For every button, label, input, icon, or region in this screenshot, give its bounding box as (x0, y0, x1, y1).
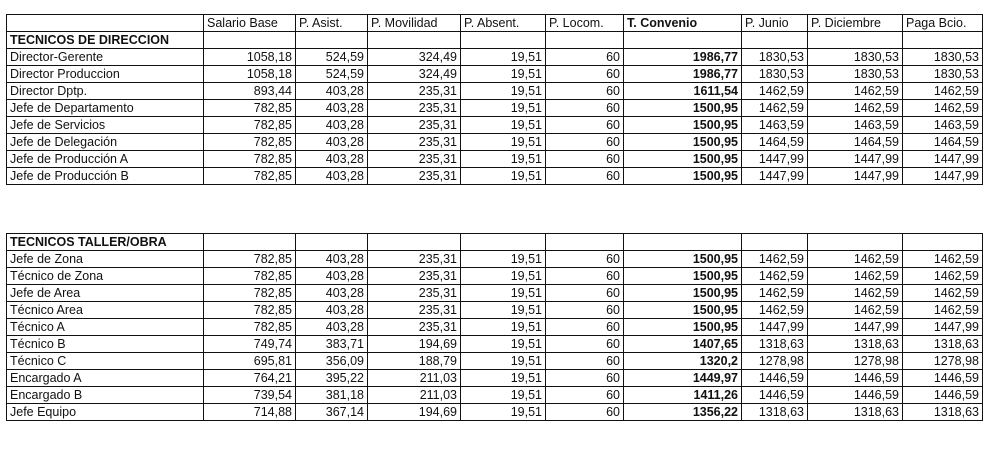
value-cell: 1278,98 (808, 353, 903, 370)
value-cell: 19,51 (461, 404, 546, 421)
value-cell: 1462,59 (742, 251, 808, 268)
empty-cell (461, 234, 546, 251)
column-header: P. Diciembre (808, 15, 903, 32)
value-cell: 60 (546, 387, 624, 404)
value-cell: 403,28 (296, 251, 368, 268)
category-label: Jefe de Zona (7, 251, 204, 268)
category-label: Técnico de Zona (7, 268, 204, 285)
value-cell: 60 (546, 100, 624, 117)
section-title: TECNICOS TALLER/OBRA (7, 234, 204, 251)
value-cell: 1830,53 (742, 66, 808, 83)
empty-cell (204, 234, 296, 251)
value-cell: 403,28 (296, 100, 368, 117)
value-cell: 235,31 (368, 268, 461, 285)
value-cell: 235,31 (368, 168, 461, 185)
value-cell: 1462,59 (742, 302, 808, 319)
table-row (7, 66, 983, 83)
value-cell: 1446,59 (808, 387, 903, 404)
table-row (7, 336, 983, 353)
value-cell: 19,51 (461, 319, 546, 336)
table-tecnicos-direccion (6, 14, 983, 185)
value-cell: 1318,63 (742, 404, 808, 421)
value-cell: 324,49 (368, 49, 461, 66)
value-cell: 19,51 (461, 49, 546, 66)
value-cell: 19,51 (461, 336, 546, 353)
category-label: Técnico C (7, 353, 204, 370)
empty-cell (204, 32, 296, 49)
category-label: Técnico A (7, 319, 204, 336)
column-header: P. Absent. (461, 15, 546, 32)
value-cell: 782,85 (204, 268, 296, 285)
category-label: Jefe de Departamento (7, 100, 204, 117)
value-cell: 1462,59 (808, 83, 903, 100)
table-row (7, 251, 983, 268)
value-cell: 1986,77 (624, 49, 742, 66)
value-cell: 60 (546, 83, 624, 100)
value-cell: 1500,95 (624, 117, 742, 134)
value-cell: 1447,99 (903, 319, 983, 336)
value-cell: 235,31 (368, 319, 461, 336)
table-row (7, 285, 983, 302)
value-cell: 1986,77 (624, 66, 742, 83)
value-cell: 1449,97 (624, 370, 742, 387)
empty-cell (368, 234, 461, 251)
value-cell: 19,51 (461, 268, 546, 285)
value-cell: 782,85 (204, 251, 296, 268)
value-cell: 1462,59 (808, 268, 903, 285)
category-label: Encargado A (7, 370, 204, 387)
value-cell: 1500,95 (624, 302, 742, 319)
value-cell: 60 (546, 117, 624, 134)
column-header: P. Movilidad (368, 15, 461, 32)
value-cell: 403,28 (296, 285, 368, 302)
value-cell: 403,28 (296, 319, 368, 336)
category-label: Técnico Area (7, 302, 204, 319)
empty-cell (368, 32, 461, 49)
value-cell: 1411,26 (624, 387, 742, 404)
value-cell: 403,28 (296, 302, 368, 319)
value-cell: 1462,59 (808, 251, 903, 268)
value-cell: 403,28 (296, 151, 368, 168)
value-cell: 1318,63 (903, 336, 983, 353)
value-cell: 235,31 (368, 117, 461, 134)
header-row (7, 15, 983, 32)
value-cell: 749,74 (204, 336, 296, 353)
value-cell: 782,85 (204, 168, 296, 185)
value-cell: 782,85 (204, 302, 296, 319)
empty-cell (546, 234, 624, 251)
category-label: Jefe de Producción A (7, 151, 204, 168)
value-cell: 1830,53 (808, 49, 903, 66)
table-row (7, 302, 983, 319)
value-cell: 1463,59 (903, 117, 983, 134)
section-title-row (7, 234, 983, 251)
value-cell: 782,85 (204, 117, 296, 134)
table-row (7, 117, 983, 134)
value-cell: 356,09 (296, 353, 368, 370)
value-cell: 1446,59 (903, 370, 983, 387)
value-cell: 1462,59 (903, 83, 983, 100)
value-cell: 1318,63 (742, 336, 808, 353)
value-cell: 1446,59 (903, 387, 983, 404)
value-cell: 60 (546, 319, 624, 336)
column-header: Salario Base (204, 15, 296, 32)
value-cell: 1462,59 (808, 100, 903, 117)
value-cell: 383,71 (296, 336, 368, 353)
column-header: T. Convenio (624, 15, 742, 32)
empty-cell (742, 234, 808, 251)
table-row (7, 168, 983, 185)
value-cell: 235,31 (368, 100, 461, 117)
value-cell: 403,28 (296, 83, 368, 100)
table-row (7, 151, 983, 168)
value-cell: 19,51 (461, 117, 546, 134)
value-cell: 1447,99 (742, 319, 808, 336)
empty-cell (461, 32, 546, 49)
value-cell: 1447,99 (808, 319, 903, 336)
value-cell: 60 (546, 151, 624, 168)
value-cell: 524,59 (296, 49, 368, 66)
value-cell: 1320,2 (624, 353, 742, 370)
value-cell: 1830,53 (903, 66, 983, 83)
category-label: Jefe de Servicios (7, 117, 204, 134)
value-cell: 782,85 (204, 319, 296, 336)
value-cell: 19,51 (461, 151, 546, 168)
section-title-row (7, 32, 983, 49)
column-header: P. Locom. (546, 15, 624, 32)
table-row (7, 387, 983, 404)
value-cell: 782,85 (204, 151, 296, 168)
value-cell: 739,54 (204, 387, 296, 404)
value-cell: 695,81 (204, 353, 296, 370)
empty-cell (808, 234, 903, 251)
empty-cell (808, 32, 903, 49)
value-cell: 1462,59 (903, 268, 983, 285)
value-cell: 19,51 (461, 168, 546, 185)
value-cell: 194,69 (368, 336, 461, 353)
table-row (7, 100, 983, 117)
value-cell: 714,88 (204, 404, 296, 421)
value-cell: 1462,59 (742, 100, 808, 117)
category-label: Jefe de Delegación (7, 134, 204, 151)
value-cell: 1500,95 (624, 151, 742, 168)
value-cell: 60 (546, 268, 624, 285)
value-cell: 19,51 (461, 370, 546, 387)
empty-cell (624, 234, 742, 251)
value-cell: 60 (546, 134, 624, 151)
value-cell: 60 (546, 66, 624, 83)
value-cell: 1500,95 (624, 100, 742, 117)
value-cell: 188,79 (368, 353, 461, 370)
category-label: Técnico B (7, 336, 204, 353)
value-cell: 19,51 (461, 285, 546, 302)
value-cell: 1500,95 (624, 168, 742, 185)
value-cell: 1058,18 (204, 66, 296, 83)
value-cell: 60 (546, 251, 624, 268)
value-cell: 1463,59 (742, 117, 808, 134)
category-label: Director-Gerente (7, 49, 204, 66)
value-cell: 19,51 (461, 251, 546, 268)
value-cell: 782,85 (204, 285, 296, 302)
value-cell: 1318,63 (903, 404, 983, 421)
value-cell: 1462,59 (742, 83, 808, 100)
value-cell: 893,44 (204, 83, 296, 100)
value-cell: 1407,65 (624, 336, 742, 353)
value-cell: 1278,98 (903, 353, 983, 370)
value-cell: 1500,95 (624, 268, 742, 285)
value-cell: 235,31 (368, 134, 461, 151)
value-cell: 1278,98 (742, 353, 808, 370)
value-cell: 19,51 (461, 302, 546, 319)
value-cell: 1464,59 (808, 134, 903, 151)
value-cell: 60 (546, 168, 624, 185)
empty-cell (546, 32, 624, 49)
value-cell: 1500,95 (624, 285, 742, 302)
value-cell: 19,51 (461, 66, 546, 83)
value-cell: 194,69 (368, 404, 461, 421)
value-cell: 1611,54 (624, 83, 742, 100)
value-cell: 403,28 (296, 168, 368, 185)
column-header: P. Asist. (296, 15, 368, 32)
value-cell: 1500,95 (624, 319, 742, 336)
value-cell: 235,31 (368, 285, 461, 302)
value-cell: 1447,99 (742, 151, 808, 168)
value-cell: 395,22 (296, 370, 368, 387)
category-label: Jefe de Area (7, 285, 204, 302)
column-header (7, 15, 204, 32)
value-cell: 403,28 (296, 268, 368, 285)
value-cell: 367,14 (296, 404, 368, 421)
value-cell: 19,51 (461, 83, 546, 100)
value-cell: 19,51 (461, 134, 546, 151)
value-cell: 1462,59 (903, 285, 983, 302)
value-cell: 1447,99 (903, 168, 983, 185)
category-label: Director Dptp. (7, 83, 204, 100)
value-cell: 782,85 (204, 100, 296, 117)
value-cell: 1830,53 (808, 66, 903, 83)
value-cell: 60 (546, 336, 624, 353)
value-cell: 235,31 (368, 83, 461, 100)
empty-cell (624, 32, 742, 49)
value-cell: 60 (546, 353, 624, 370)
value-cell: 1447,99 (742, 168, 808, 185)
value-cell: 235,31 (368, 251, 461, 268)
value-cell: 403,28 (296, 134, 368, 151)
value-cell: 1462,59 (742, 268, 808, 285)
empty-cell (903, 234, 983, 251)
table-row (7, 49, 983, 66)
value-cell: 1830,53 (903, 49, 983, 66)
value-cell: 1464,59 (742, 134, 808, 151)
empty-cell (296, 32, 368, 49)
value-cell: 1462,59 (903, 100, 983, 117)
value-cell: 381,18 (296, 387, 368, 404)
value-cell: 235,31 (368, 302, 461, 319)
value-cell: 1462,59 (808, 302, 903, 319)
value-cell: 1318,63 (808, 404, 903, 421)
table-tecnicos-taller-obra (6, 233, 983, 421)
value-cell: 1446,59 (742, 387, 808, 404)
category-label: Director Produccion (7, 66, 204, 83)
value-cell: 1058,18 (204, 49, 296, 66)
value-cell: 1446,59 (742, 370, 808, 387)
value-cell: 211,03 (368, 387, 461, 404)
table-row (7, 404, 983, 421)
empty-cell (296, 234, 368, 251)
value-cell: 1447,99 (903, 151, 983, 168)
value-cell: 1447,99 (808, 151, 903, 168)
table-row (7, 370, 983, 387)
value-cell: 1356,22 (624, 404, 742, 421)
value-cell: 1463,59 (808, 117, 903, 134)
value-cell: 60 (546, 302, 624, 319)
value-cell: 19,51 (461, 353, 546, 370)
value-cell: 1830,53 (742, 49, 808, 66)
value-cell: 1462,59 (742, 285, 808, 302)
value-cell: 211,03 (368, 370, 461, 387)
value-cell: 60 (546, 49, 624, 66)
value-cell: 60 (546, 404, 624, 421)
value-cell: 60 (546, 285, 624, 302)
value-cell: 1500,95 (624, 251, 742, 268)
value-cell: 524,59 (296, 66, 368, 83)
value-cell: 1447,99 (808, 168, 903, 185)
value-cell: 1464,59 (903, 134, 983, 151)
value-cell: 1462,59 (808, 285, 903, 302)
category-label: Encargado B (7, 387, 204, 404)
column-header: Paga Bcio. (903, 15, 983, 32)
section-title: TECNICOS DE DIRECCION (7, 32, 204, 49)
table-row (7, 268, 983, 285)
table-row (7, 353, 983, 370)
value-cell: 1462,59 (903, 302, 983, 319)
value-cell: 19,51 (461, 100, 546, 117)
table-row (7, 134, 983, 151)
empty-cell (903, 32, 983, 49)
value-cell: 1462,59 (903, 251, 983, 268)
value-cell: 1446,59 (808, 370, 903, 387)
value-cell: 60 (546, 370, 624, 387)
table-row (7, 83, 983, 100)
value-cell: 782,85 (204, 134, 296, 151)
empty-cell (742, 32, 808, 49)
value-cell: 235,31 (368, 151, 461, 168)
value-cell: 764,21 (204, 370, 296, 387)
value-cell: 19,51 (461, 387, 546, 404)
column-header: P. Junio (742, 15, 808, 32)
value-cell: 1500,95 (624, 134, 742, 151)
value-cell: 1318,63 (808, 336, 903, 353)
value-cell: 403,28 (296, 117, 368, 134)
category-label: Jefe Equipo (7, 404, 204, 421)
value-cell: 324,49 (368, 66, 461, 83)
table-row (7, 319, 983, 336)
category-label: Jefe de Producción B (7, 168, 204, 185)
